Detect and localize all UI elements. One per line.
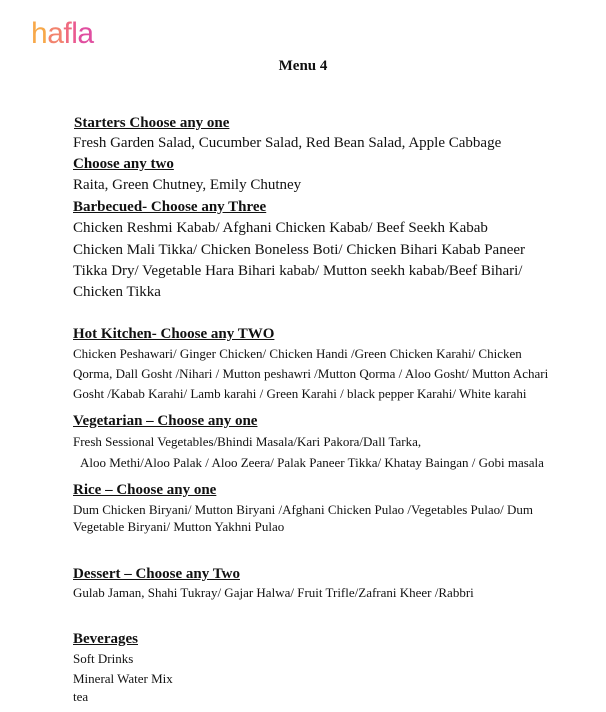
hot-kitchen-line: Qorma, Dall Gosht /Nihari / Mutton peshawri /Mutton Qorma / Aloo Gosht/ Mutton Achari bbox=[73, 366, 549, 381]
barbecued-line: Tikka Dry/ Vegetable Hara Bihari kabab/ Mutton seekh kabab/Beef Bihari/ bbox=[73, 263, 523, 279]
logo-letter: a bbox=[77, 17, 94, 50]
hot-kitchen-line: Gosht /Kabab Karahi/ Lamb karahi / Green Karahi / black pepper Karahi/ White karahi bbox=[73, 386, 527, 401]
barbecued-line: Chicken Mali Tikka/ Chicken Boneless Boti/ Chicken Bihari Kabab Paneer bbox=[73, 242, 526, 258]
beverages-item: tea bbox=[73, 689, 89, 704]
vegetarian-line: Aloo Methi/Aloo Palak / Aloo Zeera/ Palak Paneer Tikka/ Khatay Baingan / Gobi masala bbox=[80, 455, 544, 470]
barbecued-line: Chicken Tikka bbox=[73, 284, 161, 300]
beverages-item: Mineral Water Mix bbox=[73, 671, 173, 686]
dessert-line: Gulab Jaman, Shahi Tukray/ Gajar Halwa/ Fruit Trifle/Zafrani Kheer /Rabbri bbox=[73, 585, 474, 600]
logo-letter: h bbox=[31, 17, 48, 50]
choose-two-heading: Choose any two bbox=[73, 156, 174, 172]
hafla-logo bbox=[31, 19, 94, 49]
starters-line: Fresh Garden Salad, Cucumber Salad, Red Bean Salad, Apple Cabbage bbox=[73, 135, 502, 151]
rice-heading: Rice – Choose any one bbox=[73, 482, 217, 498]
logo-letter: l bbox=[71, 17, 78, 50]
rice-line: Dum Chicken Biryani/ Mutton Biryani /Afghani Chicken Pulao /Vegetables Pulao/ Dum bbox=[73, 502, 533, 517]
vegetarian-line: Fresh Sessional Vegetables/Bhindi Masala/Kari Pakora/Dall Tarka, bbox=[73, 434, 422, 449]
logo-letter: f bbox=[63, 17, 72, 50]
hot-kitchen-heading: Hot Kitchen- Choose any TWO bbox=[73, 326, 275, 342]
starters-heading: Starters Choose any one bbox=[74, 115, 230, 131]
choose-two-line: Raita, Green Chutney, Emily Chutney bbox=[73, 177, 302, 193]
page-title: Menu 4 bbox=[278, 58, 328, 74]
dessert-heading: Dessert – Choose any Two bbox=[73, 566, 240, 582]
barbecued-heading: Barbecued- Choose any Three bbox=[73, 199, 267, 215]
beverages-item: Soft Drinks bbox=[73, 651, 134, 666]
beverages-heading: Beverages bbox=[73, 631, 138, 647]
logo-letter: a bbox=[47, 17, 64, 50]
barbecued-line: Chicken Reshmi Kabab/ Afghani Chicken Kabab/ Beef Seekh Kabab bbox=[73, 220, 488, 236]
rice-line: Vegetable Biryani/ Mutton Yakhni Pulao bbox=[73, 519, 285, 534]
hot-kitchen-line: Chicken Peshawari/ Ginger Chicken/ Chicken Handi /Green Chicken Karahi/ Chicken bbox=[73, 346, 522, 361]
vegetarian-heading: Vegetarian – Choose any one bbox=[73, 413, 258, 429]
